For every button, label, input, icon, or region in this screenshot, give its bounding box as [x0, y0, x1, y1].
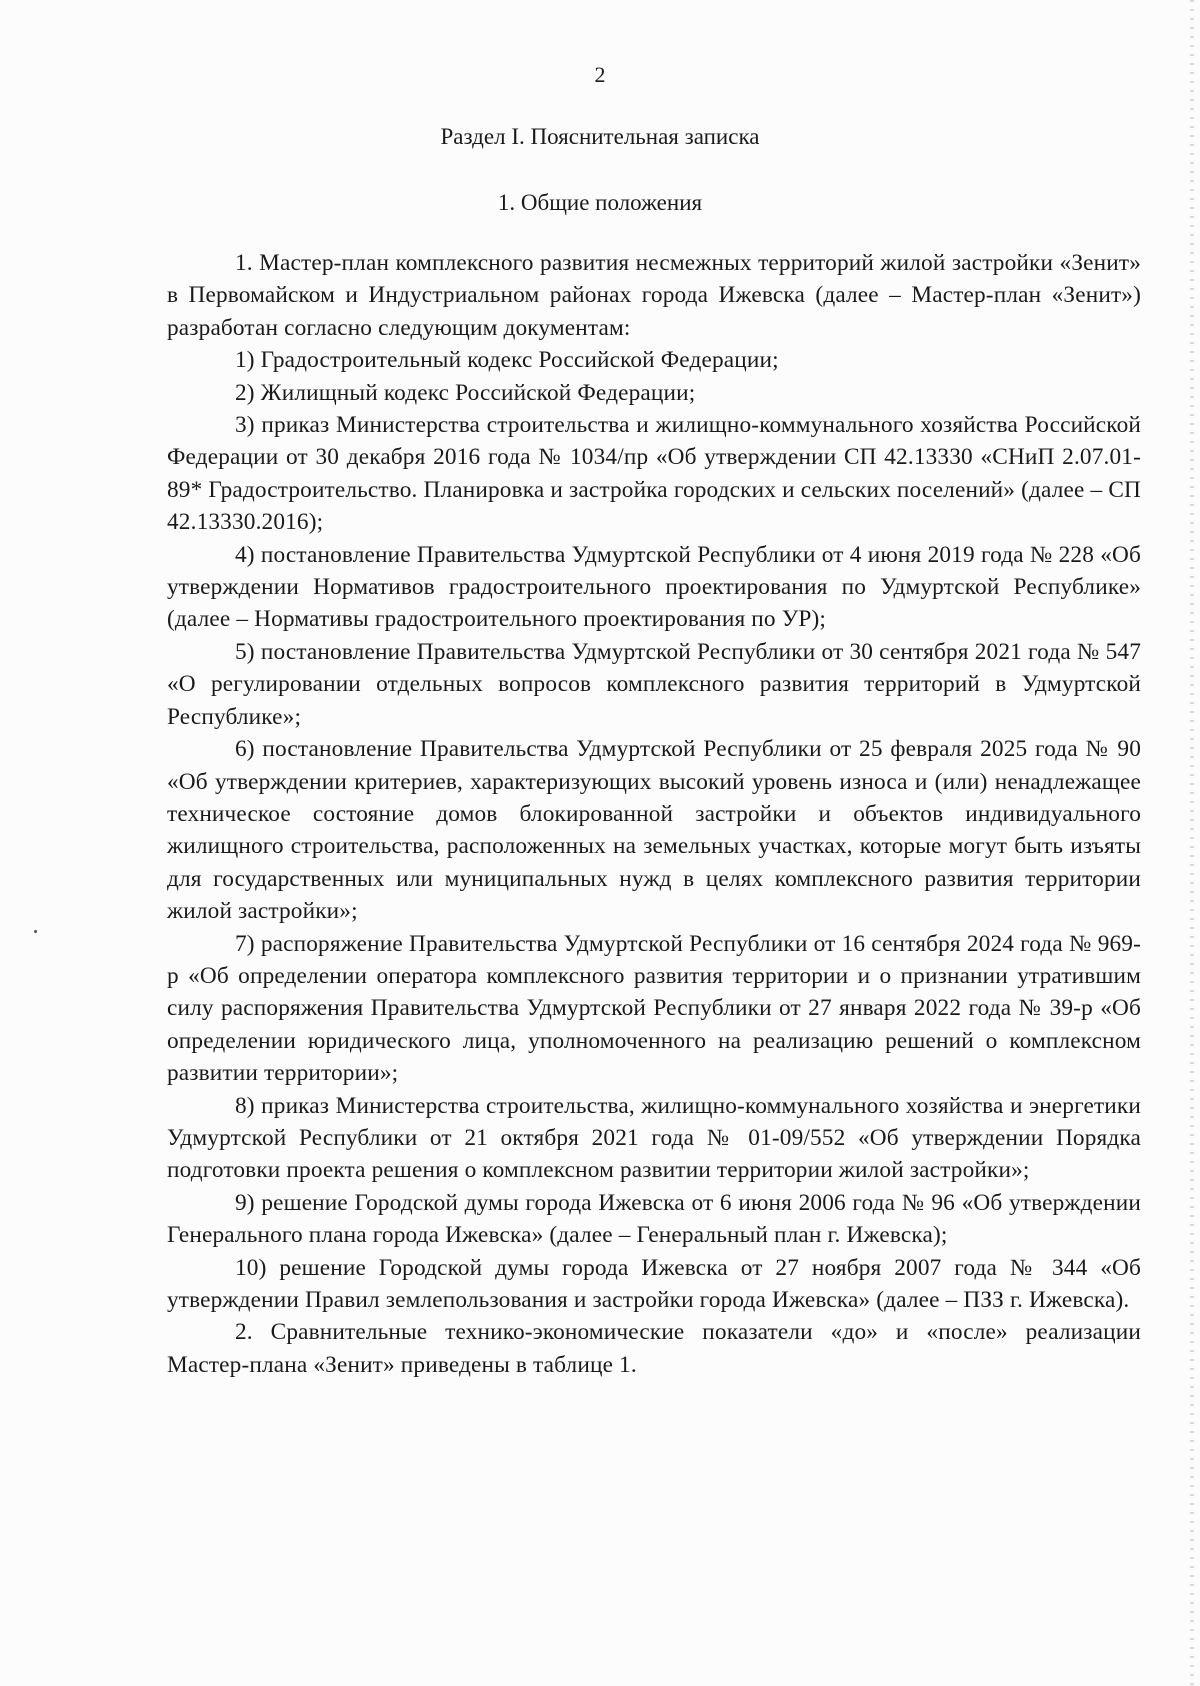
page-number: 2	[594, 62, 606, 87]
document-body	[167, 247, 1141, 1381]
list-item-8: 8) приказ Министерства строительства, жилищно-коммунального хозяйства и энергетики Удмуртской Республики от 21 октября 2021 года № 01-09/552 «Об утверждении Порядка подготовки проекта решения о комплексном развитии территории жилой застройки»;	[167, 1092, 1141, 1184]
paragraph-item-1: 1. Мастер-план комплексного развития несмежных территорий жилой застройки «Зенит» в Первомайском и Индустриальном районах города Ижевска (далее – Мастер-план «Зенит») разработан согласно следующим документам:	[167, 250, 1141, 341]
list-item-9: 9) решение Городской думы города Ижевска от 6 июня 2006 года № 96 «Об утверждении Генерального плана города Ижевска» (далее – Генеральный план г. Ижевска);	[167, 1189, 1141, 1249]
list-item-3: 3) приказ Министерства строительства и жилищно-коммунального хозяйства Российской Федерации от 30 декабря 2016 года № 1034/пр «Об утверждении СП 42.13330 «СНиП 2.07.01-89* Градостроительство. Планировка и застройка городских и сельских поселений» (далее – СП 42.13330.2016);	[167, 412, 1141, 536]
list-item-1: 1) Градостроительный кодекс Российской Федерации;	[235, 347, 779, 374]
subsection-title: 1. Общие положения	[497, 190, 703, 215]
list-item-5: 5) постановление Правительства Удмуртской Республики от 30 сентября 2021 года № 547 «О регулировании отдельных вопросов комплексного развития территорий в Удмуртской Республике»;	[167, 638, 1141, 730]
paragraph-item-2: 2. Сравнительные технико-экономические показатели «до» и «после» реализации Мастер-плана «Зенит» приведены в таблице 1.	[167, 1319, 1141, 1378]
list-item-10: 10) решение Городской думы города Ижевска от 27 ноября 2007 года № 344 «Об утверждении Правил землепользования и застройки города Ижевска» (далее – ПЗЗ г. Ижевска).	[167, 1254, 1141, 1313]
scan-speck	[34, 930, 37, 933]
list-item-7: 7) распоряжение Правительства Удмуртской Республики от 16 сентября 2024 года № 969-р «Об определении оператора комплексного развития территории и о признании утратившим силу распоряжения Правительства Удмуртской Республики от 27 января 2022 года № 39-р «Об определении юридического лица, уполномоченного на реализацию решений о комплексном развитии территории»;	[167, 930, 1141, 1087]
list-item-6: 6) постановление Правительства Удмуртской Республики от 25 февраля 2025 года № 90 «Об утверждении критериев, характеризующих высокий уровень износа и (или) ненадлежащее техническое состояние домов блокированной застройки и объектов индивидуального жилищного строительства, расположенных на земельных участках, которые могут быть изъяты для государственных или муниципальных нужд в целях комплексного развития территории жилой застройки»;	[167, 736, 1141, 925]
list-item-2: 2) Жилищный кодекс Российской Федерации;	[235, 379, 696, 406]
scan-edge-marks	[1190, 0, 1194, 1686]
section-title: Раздел I. Пояснительная записка	[440, 124, 760, 149]
list-item-4: 4) постановление Правительства Удмуртской Республики от 4 июня 2019 года № 228 «Об утверждении Нормативов градостроительного проектирования по Удмуртской Республике» (далее – Нормативы градостроительного проектирования по УР);	[167, 541, 1141, 633]
